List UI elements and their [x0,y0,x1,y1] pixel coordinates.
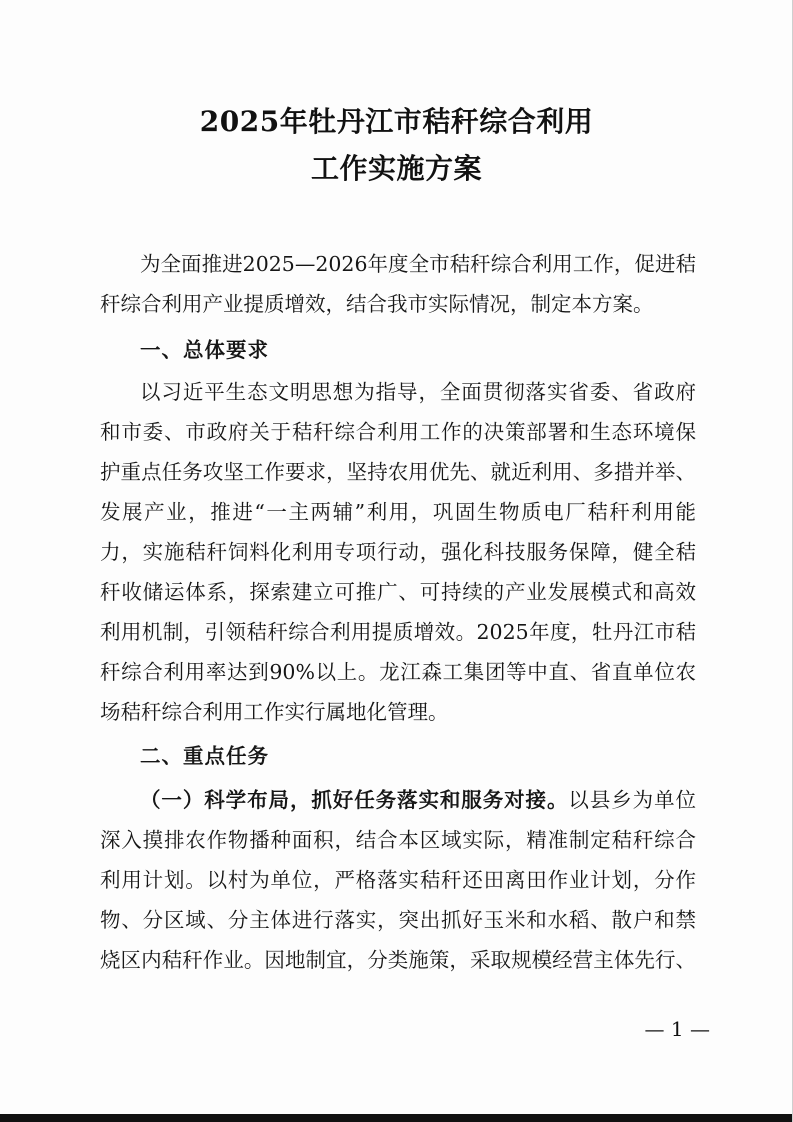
subsection1-line-1 [140,780,696,820]
section1-line-1: 以习近平生态文明思想为指导，全面贯彻落实省委、省政府 [140,380,696,404]
document-title-line-2: 工作实施方案 [310,152,482,185]
section1-line-5: 力，实施秸秆饲料化利用专项行动，强化科技服务保障，健全秸 [100,540,696,564]
section-heading-overall-requirements: 一、总体要求 [140,338,269,362]
subsection1-title: （一）科学布局，抓好任务落实和服务对接。 [140,788,569,812]
document-title-line-1: 2025年牡丹江市秸秆综合利用 [199,105,594,138]
subsection1-line-4: 物、分区域、分主体进行落实，突出抓好玉米和水稻、散户和禁 [100,908,696,932]
section1-line-9: 场秸秆综合利用工作实行属地化管理。 [100,700,449,724]
page-number: — 1 — [644,1017,710,1041]
section1-line-2: 和市委、市政府关于秸秆综合利用工作的决策部署和生态环境保 [100,420,696,444]
section1-line-3: 护重点任务攻坚工作要求，坚持农用优先、就近利用、多措并举、 [100,460,696,484]
section1-line-8: 秆综合利用率达到90%以上。龙江森工集团等中直、省直单位农 [100,660,696,684]
intro-line-1: 为全面推进2025—2026年度全市秸秆综合利用工作，促进秸 [140,252,696,276]
section1-line-4: 发展产业，推进“一主两辅”利用，巩固生物质电厂秸秆利用能 [100,500,696,524]
section1-line-7: 利用机制，引领秸秆综合利用提质增效。2025年度，牡丹江市秸 [100,620,696,644]
subsection1-line-3: 利用计划。以村为单位，严格落实秸秆还田离田作业计划，分作 [100,868,696,892]
intro-line-2: 秆综合利用产业提质增效，结合我市实际情况，制定本方案。 [100,292,654,316]
subsection1-line-2: 深入摸排农作物播种面积，结合本区域实际，精准制定秸秆综合 [100,828,696,852]
section-heading-key-tasks: 二、重点任务 [140,744,269,768]
subsection1-line-5: 烧区内秸秆作业。因地制宜，分类施策，采取规模经营主体先行、 [100,948,696,972]
scan-bottom-edge [0,1114,793,1122]
section1-line-6: 秆收储运体系，探索建立可推广、可持续的产业发展模式和高效 [100,580,696,604]
subsection1-first-rest: 以县乡为单位 [568,788,696,812]
